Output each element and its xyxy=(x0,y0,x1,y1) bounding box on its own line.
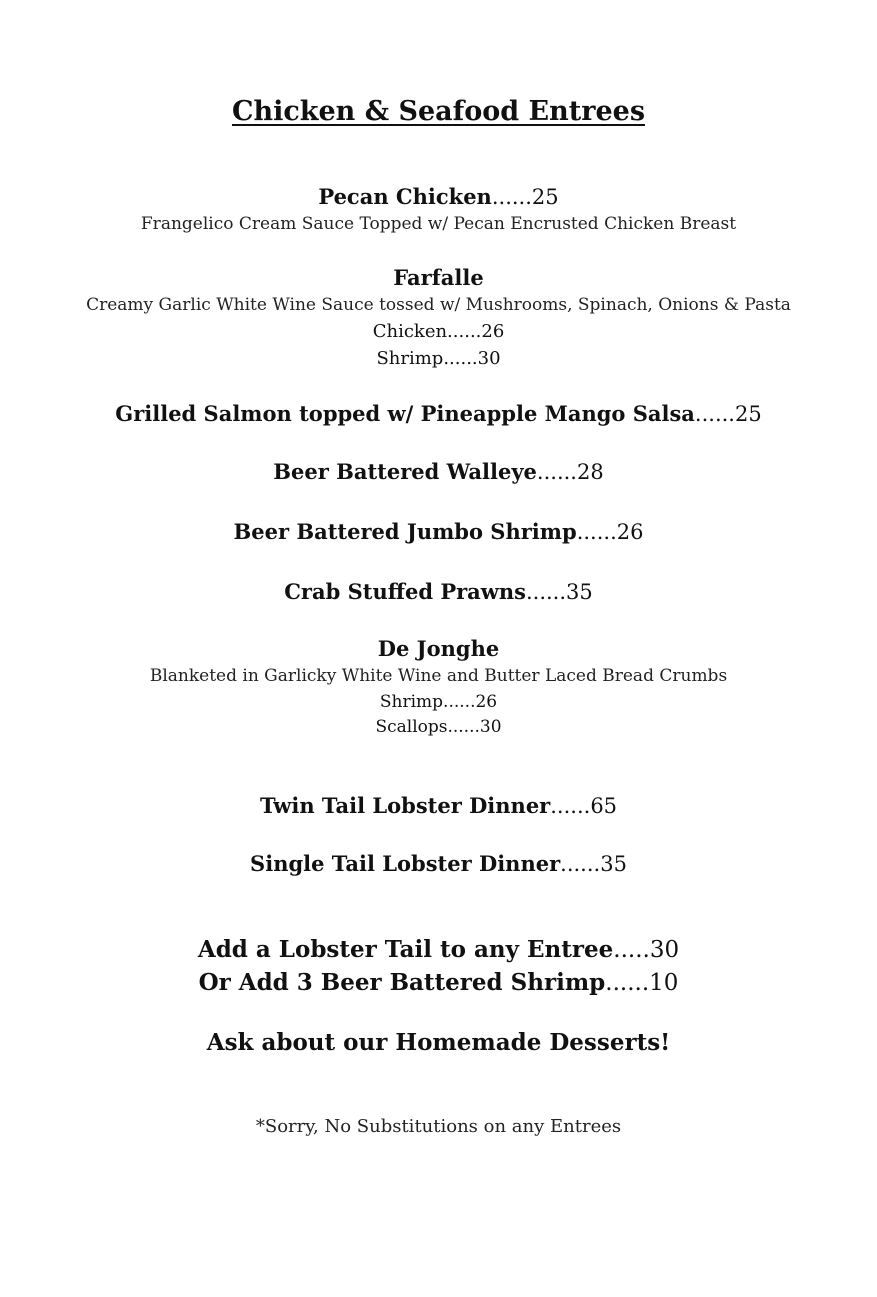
addon-shrimp xyxy=(0,971,877,995)
item-price: 28 xyxy=(576,460,604,484)
item-option: Shrimp......26 xyxy=(379,692,498,712)
dessert-promo: Ask about our Homemade Desserts! xyxy=(206,1029,671,1056)
menu-item-jumbo-shrimp xyxy=(0,521,877,543)
item-dots: ...... xyxy=(560,852,601,876)
addon-dots: ..... xyxy=(613,937,650,963)
item-option: Chicken......26 xyxy=(372,321,505,342)
item-description: Creamy Garlic White Wine Sauce tossed w/ Mushrooms, Spinach, Onions & Pasta xyxy=(86,295,791,315)
menu-item-grilled-salmon xyxy=(0,403,877,425)
item-dots: ...... xyxy=(491,185,532,209)
item-name: Farfalle xyxy=(393,265,484,290)
item-price: 26 xyxy=(616,520,644,544)
menu-item-crab-stuffed-prawns xyxy=(0,581,877,603)
page-title: Chicken & Seafood Entrees xyxy=(231,96,646,127)
menu-item-walleye xyxy=(0,461,877,483)
item-dots: ...... xyxy=(536,460,577,484)
item-description: Frangelico Cream Sauce Topped w/ Pecan Encrusted Chicken Breast xyxy=(140,214,737,234)
menu-item-farfalle xyxy=(0,267,877,289)
item-price: 35 xyxy=(600,852,627,876)
item-dots: ...... xyxy=(525,580,567,604)
item-name: Beer Battered Jumbo Shrimp xyxy=(233,519,577,544)
substitution-note: *Sorry, No Substitutions on any Entrees xyxy=(255,1116,622,1137)
addon-dots: ...... xyxy=(605,970,650,996)
menu-item-twin-tail-lobster xyxy=(0,795,877,817)
menu-item-single-tail-lobster xyxy=(0,853,877,875)
addon-lobster-tail xyxy=(0,938,877,962)
item-name: Pecan Chicken xyxy=(318,184,492,209)
menu-item-pecan-chicken xyxy=(0,186,877,208)
item-dots: ...... xyxy=(550,794,591,818)
item-name: Twin Tail Lobster Dinner xyxy=(259,793,551,818)
item-dots: ...... xyxy=(576,520,617,544)
item-name: Crab Stuffed Prawns xyxy=(284,579,526,604)
item-option: Shrimp......30 xyxy=(376,348,501,369)
item-name: De Jonghe xyxy=(377,636,500,661)
item-description: Blanketed in Garlicky White Wine and Butter Laced Bread Crumbs xyxy=(149,666,728,686)
item-price: 35 xyxy=(566,580,593,604)
item-name: Single Tail Lobster Dinner xyxy=(250,851,561,876)
item-price: 65 xyxy=(590,794,618,818)
addon-price: 30 xyxy=(649,937,680,963)
addon-name: Or Add 3 Beer Battered Shrimp xyxy=(198,969,606,996)
item-name: Grilled Salmon topped w/ Pineapple Mango Salsa xyxy=(115,401,695,426)
item-dots: ...... xyxy=(694,402,735,426)
addon-name: Add a Lobster Tail to any Entree xyxy=(197,936,614,963)
item-price: 25 xyxy=(531,185,559,209)
item-price: 25 xyxy=(734,402,762,426)
item-option: Scallops......30 xyxy=(375,717,502,737)
addon-price: 10 xyxy=(649,970,679,996)
item-name: Beer Battered Walleye xyxy=(273,459,537,484)
menu-item-de-jonghe xyxy=(0,638,877,660)
